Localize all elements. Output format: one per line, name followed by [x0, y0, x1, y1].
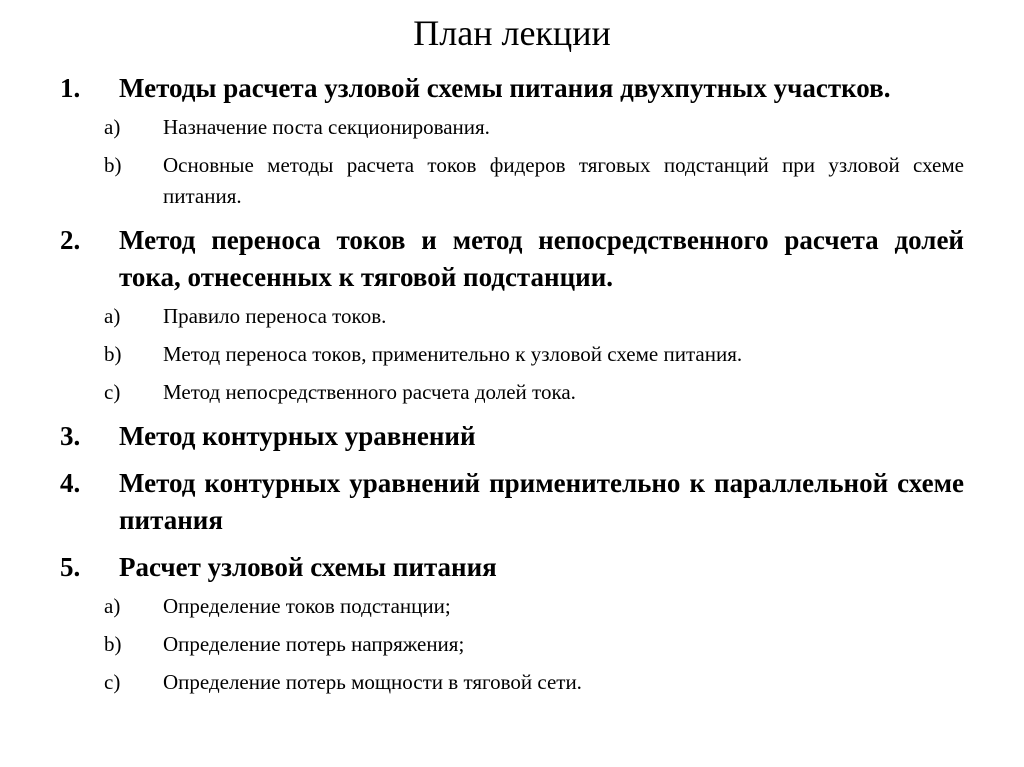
- subitem-text: Назначение поста секционирования.: [163, 115, 490, 139]
- item-number: 2.: [60, 225, 81, 255]
- subitem-text: Определение токов подстанции;: [163, 594, 451, 618]
- subitem-text: Основные методы расчета токов фидеров тяговых подстанций при узловой схеме питания.: [163, 153, 964, 208]
- item-text: Метод переноса токов и метод непосредственного расчета долей тока, отнесенных к тяговой подстанции.: [119, 225, 964, 292]
- subitem-text: Правило переноса токов.: [163, 304, 387, 328]
- outline-subitem-2a: [60, 301, 964, 332]
- subitem-letter: c): [104, 670, 121, 694]
- subitem-text: Определение потерь напряжения;: [163, 632, 465, 656]
- subitem-letter: c): [104, 380, 121, 404]
- item-text: Метод контурных уравнений применительно к параллельной схеме питания: [119, 468, 964, 535]
- item-text: Методы расчета узловой схемы питания двухпутных участков.: [119, 73, 891, 103]
- slide-title: План лекции: [413, 13, 611, 53]
- item-text: Метод контурных уравнений: [119, 421, 476, 451]
- subitem-letter: b): [104, 342, 122, 366]
- outline-subitem-2c: [60, 377, 964, 408]
- subitem-letter: a): [104, 594, 121, 618]
- outline-item-4: [60, 465, 964, 539]
- lecture-outline: [60, 70, 964, 698]
- outline-subitem-2b: [60, 339, 964, 370]
- outline-subitem-5a: [60, 591, 964, 622]
- subitem-letter: a): [104, 304, 121, 328]
- outline-item-5: [60, 549, 964, 586]
- outline-subitem-1a: [60, 112, 964, 143]
- item-number: 1.: [60, 73, 81, 103]
- outline-item-1: [60, 70, 964, 107]
- outline-item-2: [60, 222, 964, 296]
- subitem-text: Метод переноса токов, применительно к узловой схеме питания.: [163, 342, 743, 366]
- outline-subitem-5c: [60, 667, 964, 698]
- item-text: Расчет узловой схемы питания: [119, 552, 497, 582]
- item-number: 3.: [60, 421, 81, 451]
- subitem-letter: b): [104, 153, 122, 177]
- subitem-text: Метод непосредственного расчета долей тока.: [163, 380, 576, 404]
- subitem-text: Определение потерь мощности в тяговой сети.: [163, 670, 582, 694]
- outline-item-3: [60, 418, 964, 455]
- subitem-letter: b): [104, 632, 122, 656]
- item-number: 4.: [60, 468, 81, 498]
- outline-subitem-1b: [60, 150, 964, 212]
- subitem-letter: a): [104, 115, 121, 139]
- item-number: 5.: [60, 552, 81, 582]
- outline-subitem-5b: [60, 629, 964, 660]
